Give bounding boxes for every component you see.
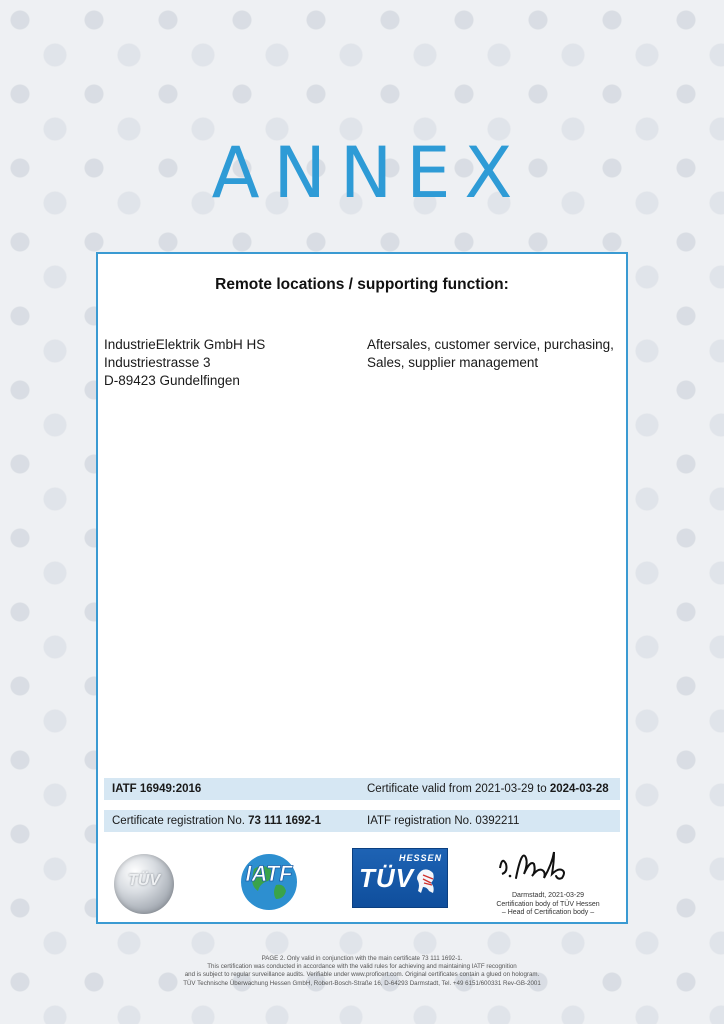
annex-panel: [96, 252, 628, 924]
function-line: Aftersales, customer service, purchasing,: [367, 337, 614, 352]
function-line: Sales, supplier management: [367, 355, 539, 370]
address-line: IndustrieElektrik GmbH HS: [104, 337, 266, 352]
registration-band: [104, 810, 620, 832]
iatf-logo: [232, 847, 306, 913]
page-title: ANNEX: [211, 132, 527, 214]
validity-text: [367, 778, 609, 800]
standard-band: [104, 778, 620, 800]
signature-caption-line: Darmstadt, 2021-03-29: [512, 892, 584, 899]
registration-number: 73 111 1692-1: [248, 815, 322, 827]
address-line: Industriestrasse 3: [104, 355, 211, 370]
tuv-hessen-subtext: HESSEN: [399, 853, 443, 863]
tuv-hologram-logo: [114, 854, 174, 914]
tuv-hologram-text: TÜV: [128, 872, 160, 889]
signature-icon: [494, 846, 588, 890]
standard-label: IATF 16949:2016: [112, 783, 202, 795]
iatf-registration: IATF registration No. 0392211: [367, 815, 520, 827]
signature-caption-line: – Head of Certification body –: [501, 909, 595, 916]
hessen-lion-icon: [415, 867, 441, 897]
validity-prefix: Certificate valid from 2021-03-29 to: [367, 783, 550, 795]
tuv-hessen-text: TÜV: [359, 863, 414, 893]
address-line: D-89423 Gundelfingen: [104, 373, 240, 388]
footer-notes: [62, 955, 662, 988]
signature-caption-line: Certification body of TÜV Hessen: [496, 900, 600, 908]
footer-line: and is subject to regular surveillance audits. Verifiable under www.proficert.com. Original certificates contain a glued on hologram.: [184, 971, 540, 979]
footer-line: PAGE 2. Only valid in conjunction with the main certificate 73 111 1692-1.: [261, 955, 463, 962]
registration-label: Certificate registration No.: [112, 815, 249, 827]
iatf-logo-text: IATF: [245, 861, 293, 886]
tuv-hessen-logo: [352, 848, 448, 908]
footer-line: TÜV Technische Überwachung Hessen GmbH, Robert-Bosch-Straße 16, D-64293 Darmstadt, Tel. +49 6151/600331 Rev-GB-2001: [183, 979, 541, 987]
function-block: [367, 336, 614, 372]
footer-line: This certification was conducted in accordance with the valid rules for achieving and maintaining IATF recognition: [207, 963, 517, 971]
section-heading: Remote locations / supporting function:: [215, 276, 509, 293]
address-block: [104, 336, 265, 390]
signature-caption: [478, 892, 618, 918]
validity-until: 2024-03-28: [549, 783, 609, 795]
registration-text: [112, 810, 321, 832]
